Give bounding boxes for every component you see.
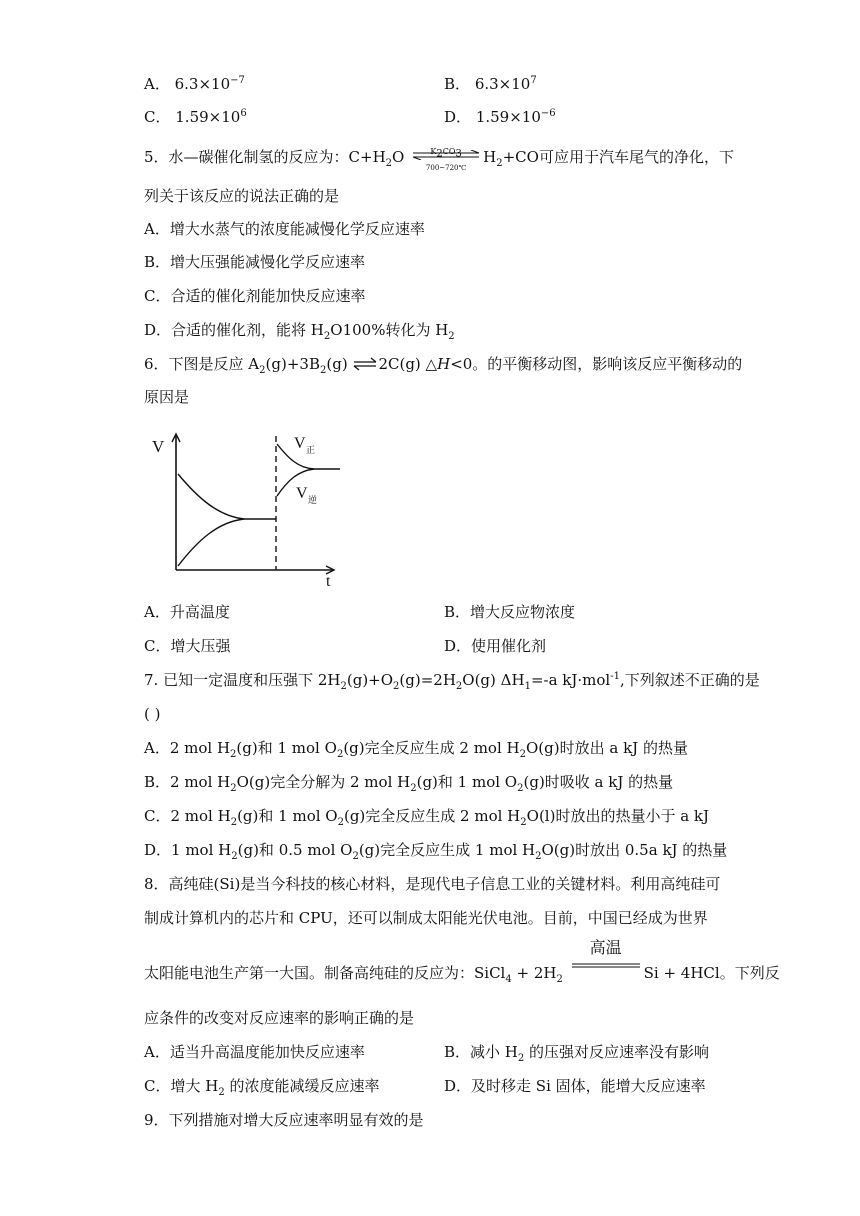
q8-stem-line4: 应条件的改变对反应速率的影响正确的是 bbox=[144, 1009, 415, 1027]
rate-time-graph bbox=[148, 428, 348, 588]
q5-option-b: B．增大压强能减慢化学反应速率 bbox=[144, 253, 366, 271]
equilibrium-arrow-icon bbox=[352, 357, 378, 371]
q7-option-c: C．2 mol $H_2(g)$和 1 mol $O_2(g)$完全反应生成 2 mol $H_2O(l)$时放出的热量小于 a kJ bbox=[144, 807, 710, 828]
high-temperature-condition: 高温 bbox=[589, 938, 622, 957]
x-axis-label: t bbox=[326, 573, 331, 588]
q6-stem-line1: 6．下图是反应 $A_2(g)+3B_2(g)$ 2C(g) △H<0。的平衡移动图，影响该反应平衡移动的 bbox=[144, 355, 743, 376]
q8-stem-line1: 8．高纯硅(Si)是当今科技的核心材料，是现代电子信息工业的关键材料。利用高纯硅可 bbox=[144, 875, 721, 893]
q5-option-a: A．增大水蒸气的浓度能减慢化学反应速率 bbox=[144, 220, 425, 238]
q6-option-a: A．升高温度 bbox=[144, 603, 230, 621]
q5-stem-line2: 列关于该反应的说法正确的是 bbox=[144, 187, 340, 205]
q6-option-d: D．使用催化剂 bbox=[444, 637, 547, 655]
q6-stem-line2: 原因是 bbox=[144, 388, 190, 406]
q6-option-b: B．增大反应物浓度 bbox=[444, 603, 576, 621]
q7-stem-line2: ( ) bbox=[144, 705, 161, 723]
q5-stem-line1: 5．水—碳催化制氢的反应为：$C+H_2O$ $K_2CO_3$ 700~720℃ $H_2+CO$可应用于汽车尾气的净化，下 bbox=[144, 147, 734, 172]
q8-stem-line3: 太阳能电池生产第一大国。制备高纯硅的反应为：SiCl$_4$ + $2H_2$ 高温 Si + 4HCl。下列反 bbox=[144, 938, 780, 985]
q8-option-c: C．增大 $H_2$ 的浓度能减缓反应速率 bbox=[144, 1077, 380, 1098]
reversible-arrow-icon: $K_2CO_3$ 700~720℃ bbox=[411, 146, 481, 166]
q4-option-c: C． $1.59\times 10^6$ bbox=[144, 108, 247, 126]
q5-option-d: D．合适的催化剂，能将 $H_2O100\%$转化为 $H_2$ bbox=[144, 321, 455, 342]
v-forward-subscript: 正 bbox=[306, 446, 316, 456]
q9-stem: 9．下列措施对增大反应速率明显有效的是 bbox=[144, 1111, 424, 1129]
q7-option-a: A．2 mol $H_2(g)$和 1 mol $O_2(g)$完全反应生成 2 mol $H_2O(g)$时放出 a kJ 的热量 bbox=[144, 739, 688, 760]
q5-option-c: C．合适的催化剂能加快反应速率 bbox=[144, 287, 366, 305]
q4-option-a: A． $6.3\times 10^{-7}$ bbox=[144, 75, 245, 93]
q7-stem-line1: 7. 已知一定温度和压强下 $2H_2(g)+O_2(g)=2H_2O(g)$ $\Delta H_1=-a$ kJ·mol$^{-1}$,下列叙述不正确的是 bbox=[144, 671, 760, 692]
q8-option-a: A．适当升高温度能加快反应速率 bbox=[144, 1043, 365, 1061]
y-axis-label: V bbox=[152, 437, 165, 456]
v-reverse-curve-initial bbox=[178, 519, 244, 566]
q8-option-b: B．减小 $H_2$ 的压强对反应速率没有影响 bbox=[444, 1043, 710, 1064]
q8-option-d: D．及时移走 Si 固体，能增大反应速率 bbox=[444, 1077, 706, 1095]
q7-option-d: D．1 mol $H_2(g)$和 0.5 mol $O_2(g)$完全反应生成 1 mol $H_2O(g)$时放出 0.5a kJ 的热量 bbox=[144, 841, 728, 862]
q4-option-b: B． $6.3\times 10^7$ bbox=[444, 75, 537, 93]
v-reverse-subscript: 逆 bbox=[308, 496, 318, 506]
q8-stem-line2: 制成计算机内的芯片和 CPU，还可以制成太阳能光伏电池。目前，中国已经成为世界 bbox=[144, 909, 708, 927]
v-forward-curve-initial bbox=[178, 474, 244, 519]
q7-option-b: B．2 mol $H_2O(g)$完全分解为 2 mol $H_2(g)$和 1 mol $O_2(g)$时吸收 a kJ 的热量 bbox=[144, 773, 674, 794]
v-forward-label: V bbox=[294, 435, 306, 452]
v-reverse-label: V bbox=[296, 485, 308, 502]
q4-option-d: D． $1.59\times 10^{-6}$ bbox=[444, 108, 556, 126]
q6-option-c: C．增大压强 bbox=[144, 637, 231, 655]
